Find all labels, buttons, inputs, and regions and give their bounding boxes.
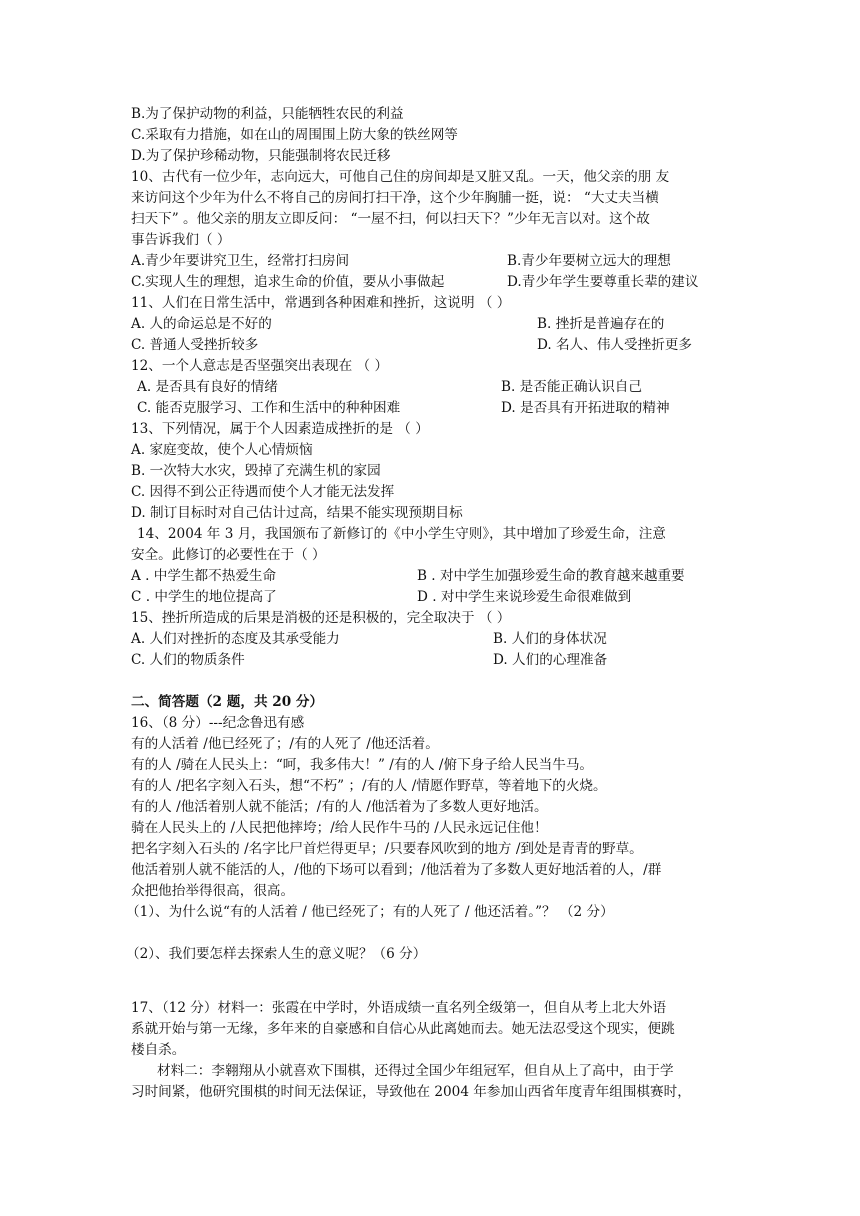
q12-options-row: [131, 398, 731, 419]
question-9-options: [131, 104, 731, 167]
q10-options-row: [131, 272, 731, 293]
q17-material-line: 系就开始与第一无缘，多年来的自豪感和自信心从此离她而去。她无法忍受这个现实，便跳: [131, 1021, 675, 1037]
q17-material-line: 楼自杀。: [131, 1042, 186, 1058]
poem-line: 把名字刻入石头的 /名字比尸首烂得更早；/只要春风吹到的地方 /到处是青青的野草。: [131, 841, 643, 857]
q10-option-b: B.青少年要树立远大的理想: [507, 253, 671, 269]
q10-stem-line: 扫天下” 。他父亲的朋友立即反问： “一屋不扫，何以扫天下？”少年无言以对。这个故: [131, 211, 650, 227]
q13-option-b: B. 一次特大水灾，毁掉了充满生机的家园: [131, 463, 381, 479]
question-16: [126, 713, 731, 965]
question-11: [131, 293, 731, 356]
spacer: [131, 965, 731, 986]
q13-stem: 13、下列情况，属于个人因素造成挫折的是 （ ）: [131, 421, 429, 437]
q10-stem-line: 来访问这个少年为什么不将自己的房间打扫干净，这个少年胸脯一挺，说： “大丈夫当横: [131, 190, 659, 206]
poem-line: 有的人活着 /他已经死了；/有的人死了 /他还活着。: [131, 736, 439, 752]
page-content: [126, 104, 731, 1103]
q11-options-row: [131, 314, 731, 335]
poem-line: 有的人 /把名字刻入石头，想“不朽” ；/有的人 /情愿作野草，等着地下的火烧。: [131, 778, 607, 794]
spacer: [131, 986, 731, 998]
q14-stem-line: 安全。此修订的必要性在于（ ）: [131, 547, 326, 563]
q12-option-c: C. 能否克服学习、工作和生活中的种种困难: [137, 400, 401, 416]
question-17: [131, 998, 731, 1103]
q14-options-row: [131, 587, 731, 608]
q15-option-a: A. 人们对挫折的态度及其承受能力: [131, 631, 340, 647]
q11-option-d: D. 名人、伟人受挫折更多: [537, 337, 692, 353]
poem-line: 众把他抬举得很高，很高。: [131, 883, 295, 899]
poem-line: 他活着别人就不能活的人，/他的下场可以看到；/他活着为了多数人更好地活着的人，/群: [131, 862, 662, 878]
q13-option-a: A. 家庭变故，使个人心情烦恼: [131, 442, 313, 458]
poem-line: 有的人 /骑在人民头上：“呵，我多伟大！” /有的人 /俯下身子给人民当牛马。: [131, 757, 594, 773]
q17-material-line: 材料二：李翱翔从小就喜欢下围棋，还得过全国少年组冠军，但自从上了高中，由于学: [157, 1063, 674, 1079]
q11-stem: 11、人们在日常生活中，常遇到各种困难和挫折，这说明 （ ）: [131, 295, 511, 311]
q14-option-d: D . 对中学生来说珍爱生命很难做到: [417, 589, 632, 605]
q11-options-row: [131, 335, 731, 356]
q11-option-b: B. 挫折是普遍存在的: [537, 316, 665, 332]
q12-options-row: [131, 377, 731, 398]
q12-option-b: B. 是否能正确认识自己: [501, 379, 642, 395]
poem-line: 有的人 /他活着别人就不能活；/有的人 /他活着为了多数人更好地活。: [131, 799, 548, 815]
q16-subquestion-1: （1）、为什么说“有的人活着 / 他已经死了；有的人死了 / 他还活着。”？ （2 分）: [126, 904, 614, 920]
answer-space: [131, 923, 731, 944]
question-10: [131, 167, 731, 293]
q15-option-b: B. 人们的身体状况: [493, 631, 607, 647]
q12-option-a: A. 是否具有良好的情绪: [137, 379, 278, 395]
q15-stem: 15、挫折所造成的后果是消极的还是积极的，完全取决于 （ ）: [131, 610, 511, 626]
question-14: [131, 524, 731, 608]
q10-option-d: D.青少年学生要尊重长辈的建议: [507, 274, 699, 290]
question-12: [131, 356, 731, 419]
q10-option-a: A.青少年要讲究卫生，经常打扫房间: [131, 253, 350, 269]
q17-material-line: 17、（12 分）材料一：张霞在中学时，外语成绩一直名列全级第一，但自从考上北大外语: [131, 1000, 667, 1016]
q14-option-a: A . 中学生都不热爱生命: [131, 568, 277, 584]
q12-option-d: D. 是否具有开拓进取的精神: [501, 400, 670, 416]
q9-option-b: B.为了保护动物的利益，只能牺牲农民的利益: [131, 106, 404, 122]
poem-line: 骑在人民头上的 /人民把他摔垮；/给人民作牛马的 /人民永远记住他！: [131, 820, 548, 836]
section-heading: 二、简答题（2 题，共 20 分）: [131, 694, 324, 710]
q13-option-c: C. 因得不到公正待遇而使个人才能无法发挥: [131, 484, 395, 500]
q12-stem: 12、一个人意志是否坚强突出表现在 （ ）: [131, 358, 389, 374]
q15-options-row: [131, 629, 731, 650]
q9-option-d: D.为了保护珍稀动物，只能强制将农民迁移: [131, 148, 391, 164]
q10-option-c: C.实现人生的理想，追求生命的价值，要从小事做起: [131, 274, 445, 290]
q10-options-row: [131, 251, 731, 272]
question-13: [131, 419, 731, 524]
q13-option-d: D. 制订目标时对自己估计过高，结果不能实现预期目标: [131, 505, 463, 521]
q9-option-c: C.采取有力措施，如在山的周围围上防大象的铁丝网等: [131, 127, 458, 143]
q14-stem-line: 14、2004 年 3 月，我国颁布了新修订的《中小学生守则》，其中增加了珍爱生命，注意: [137, 526, 666, 542]
spacer: [131, 671, 731, 692]
q16-subquestion-2: （2）、我们要怎样去探索人生的意义呢？（6 分）: [126, 946, 427, 962]
q15-option-c: C. 人们的物质条件: [131, 652, 245, 668]
q11-option-c: C. 普通人受挫折较多: [131, 337, 259, 353]
q11-option-a: A. 人的命运总是不好的: [131, 316, 272, 332]
q14-option-c: C . 中学生的地位提高了: [131, 589, 277, 605]
question-15: [131, 608, 731, 671]
q17-material-line: 习时间紧，他研究围棋的时间无法保证，导致他在 2004 年参加山西省年度青年组围棋赛时，: [131, 1084, 691, 1100]
q15-option-d: D. 人们的心理准备: [493, 652, 608, 668]
q14-option-b: B . 对中学生加强珍爱生命的教育越来越重要: [417, 568, 685, 584]
q15-options-row: [131, 650, 731, 671]
q10-stem-line: 事告诉我们（ ）: [131, 232, 231, 248]
q14-options-row: [131, 566, 731, 587]
q10-stem-line: 10、古代有一位少年，志向远大，可他自己住的房间却是又脏又乱。一天，他父亲的朋 友: [131, 169, 670, 185]
q16-title: 16、（8 分）---纪念鲁迅有感: [131, 715, 305, 731]
